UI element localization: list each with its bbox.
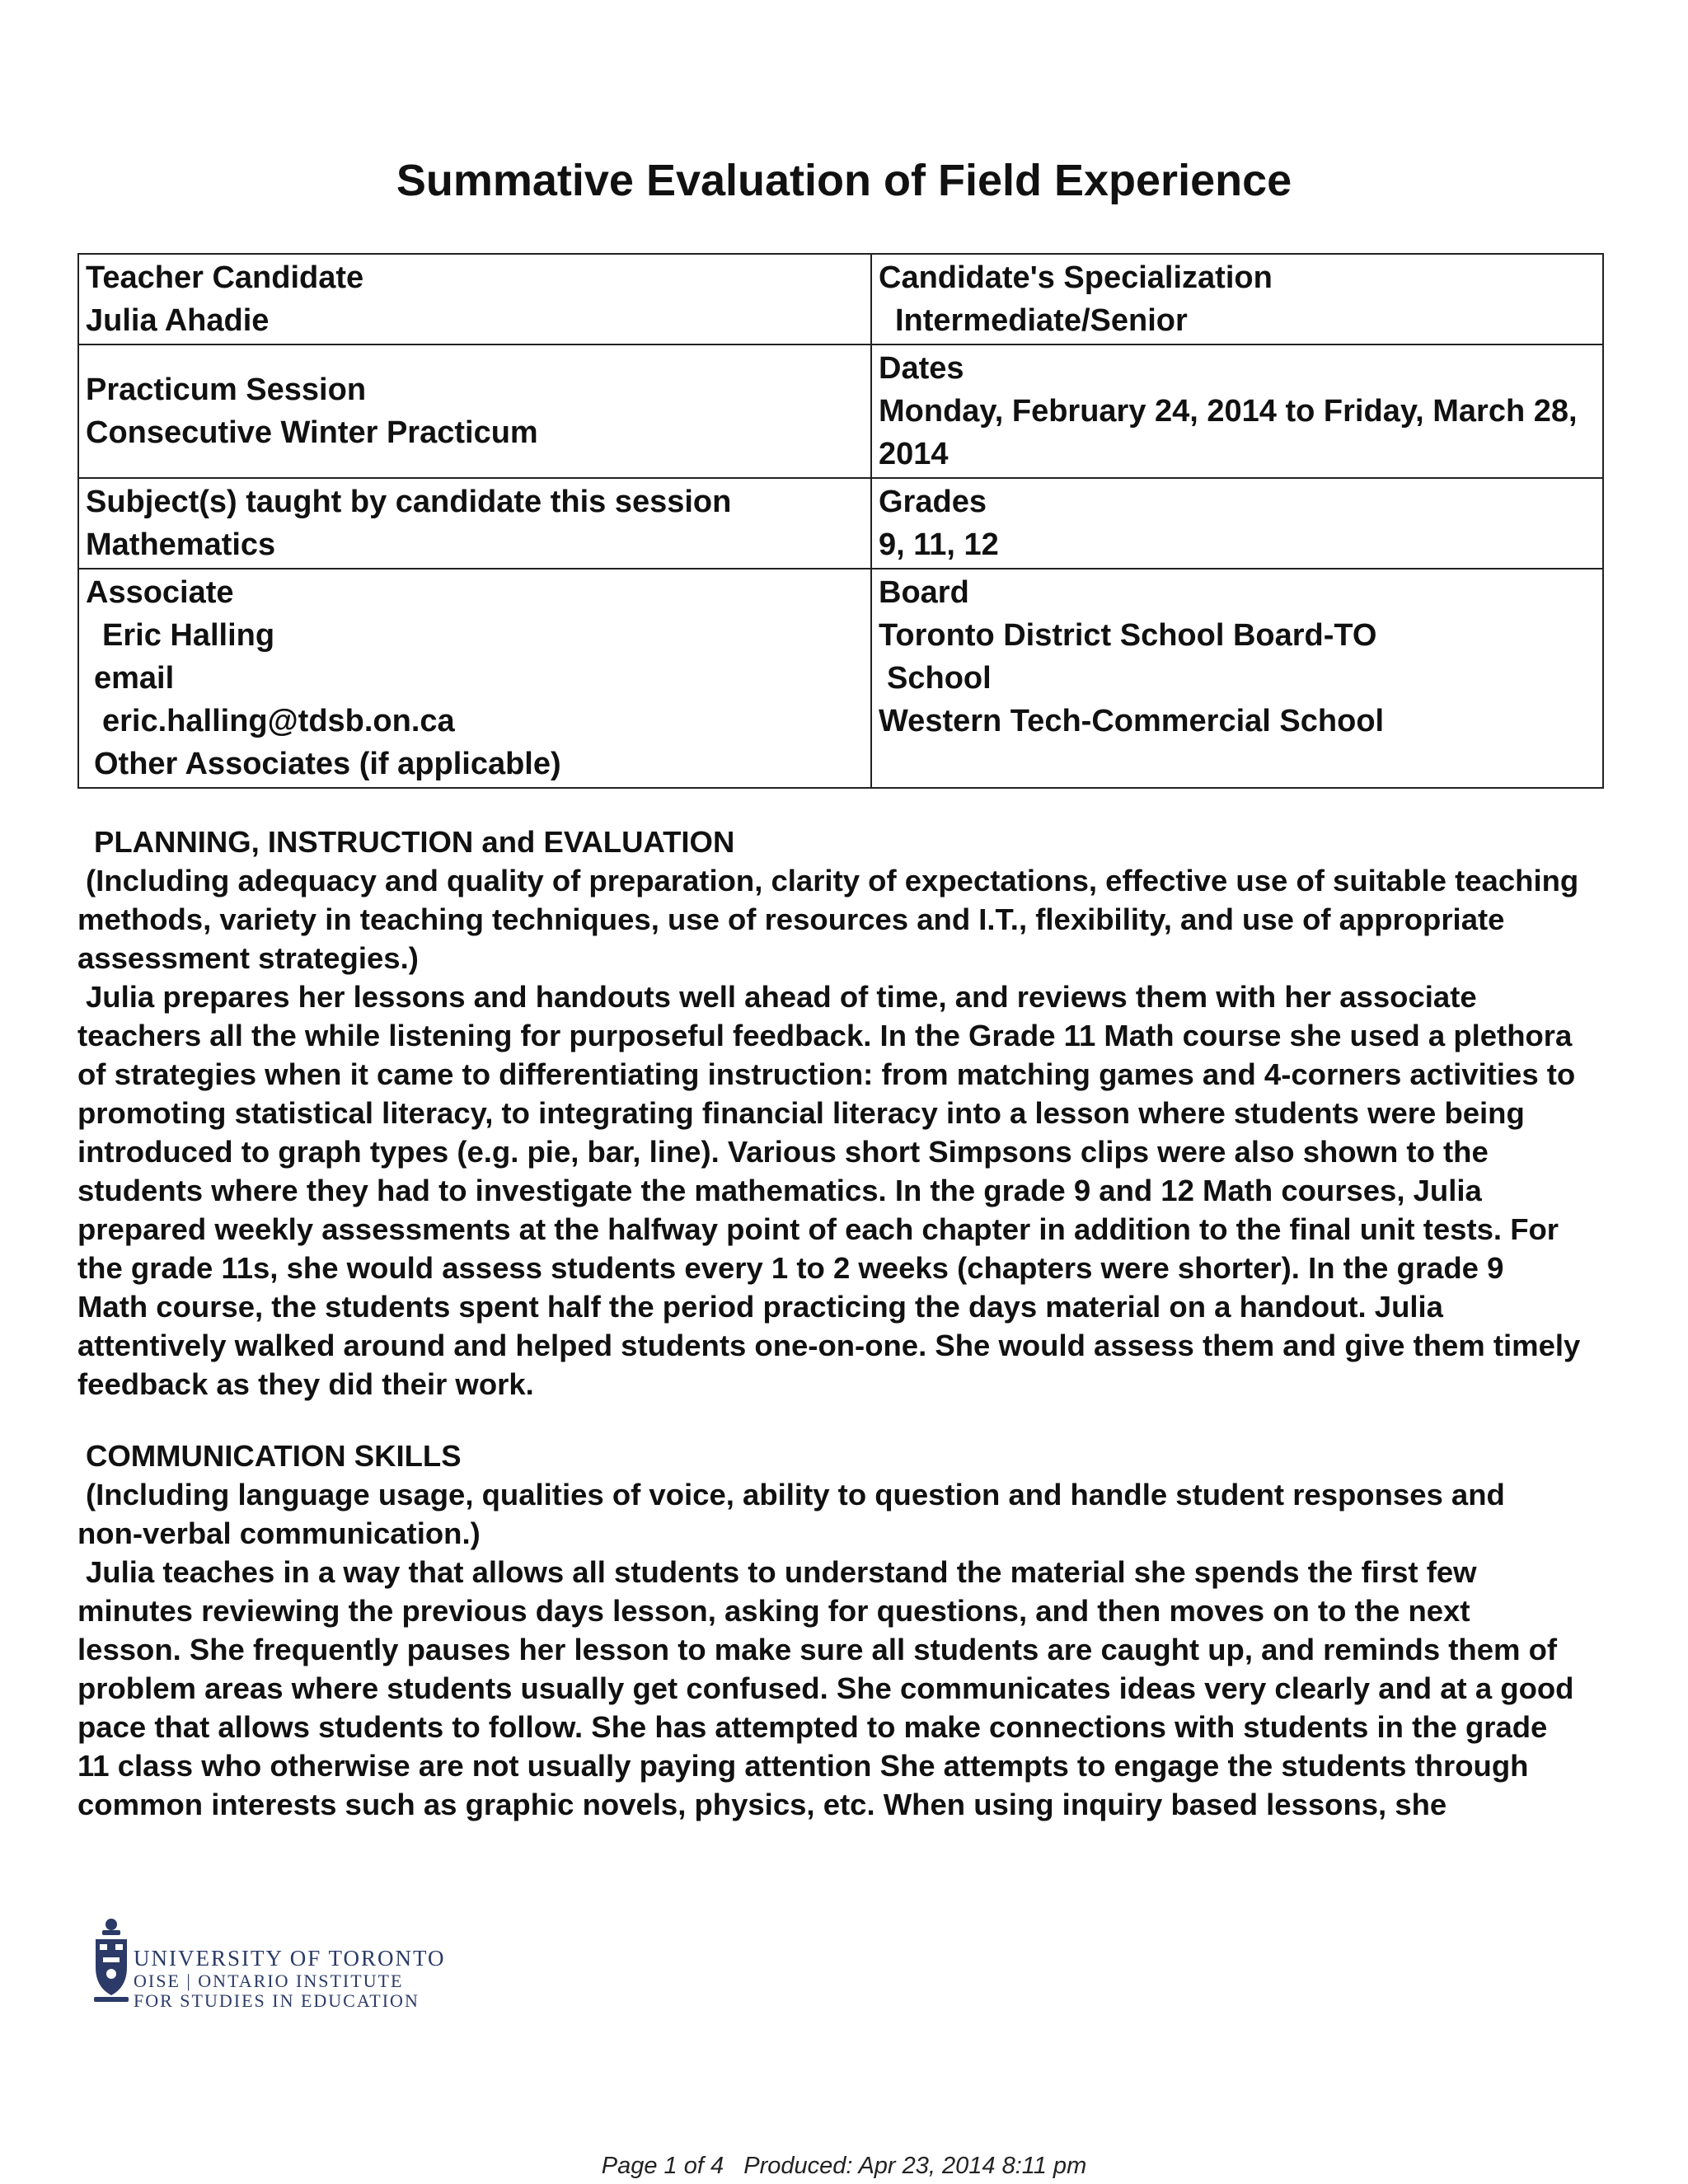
- board-value: Toronto District School Board-TO: [879, 618, 1377, 653]
- section-title: COMMUNICATION SKILLS: [86, 1439, 462, 1473]
- specialization-label: Candidate's Specialization: [879, 260, 1273, 295]
- teacher-candidate-value: Julia Ahadie: [86, 303, 270, 338]
- teacher-candidate-label: Teacher Candidate: [86, 260, 364, 295]
- grades-cell: [871, 478, 1603, 569]
- planning-section: [77, 823, 1611, 1404]
- other-associates-label: Other Associates (if applicable): [94, 747, 561, 781]
- logo-university-name: UNIVERSITY OF TORONTO: [134, 1946, 446, 1971]
- grades-label: Grades: [879, 485, 987, 519]
- dates-cell: [871, 344, 1603, 478]
- section-description: (Including language usage, qualities of voice, ability to question and handle student responses and non-verbal communication.): [77, 1478, 1505, 1550]
- page-footer: [0, 2153, 1688, 2180]
- dates-value-line2: 2014: [879, 437, 949, 471]
- table-row: [78, 344, 1603, 478]
- board-label: Board: [879, 575, 969, 610]
- produced-timestamp: Produced: Apr 23, 2014 8:11 pm: [743, 2153, 1087, 2179]
- evaluation-sections: [77, 823, 1611, 1857]
- associate-label: Associate: [86, 575, 234, 610]
- specialization-cell: [871, 254, 1603, 344]
- logo-institute-line: OISE | ONTARIO INSTITUTE: [134, 1971, 404, 1991]
- table-row: [78, 569, 1603, 788]
- associate-cell: [78, 569, 871, 788]
- section-body: Julia teaches in a way that allows all students to understand the material she spends the first few minutes reviewing the previous days lesson, asking for questions, and then moves on to the next lesson. She frequently pauses her lesson to make sure all students are caught up, and reminds them of problem areas where students usually get confused. She communicates ideas very clearly and at a good pace that allows students to follow. She has attempted to make connections with students in the grade 11 class who otherwise are not usually paying attention She attempts to engage the students through common interests such as graphic novels, physics, etc. When using inquiry based lessons, she: [77, 1555, 1574, 1821]
- practicum-cell: [78, 344, 871, 478]
- section-description: (Including adequacy and quality of preparation, clarity of expectations, effective use of suitable teaching methods, variety in teaching techniques, use of resources and I.T., flexibility, and use of appropriate assessment strategies.): [77, 864, 1579, 975]
- school-label: School: [887, 661, 992, 696]
- section-body: Julia prepares her lessons and handouts well ahead of time, and reviews them with her associate teachers all the while listening for purposeful feedback. In the Grade 11 Math course she used a plethora of strategies when it came to differentiating instruction: from matching games and 4-corners activities to promoting statistical literacy, to integrating financial literacy into a lesson where students were being introduced to graph types (e.g. pie, bar, line). Various short Simpsons clips were also shown to the students where they had to investigate the mathematics. In the grade 9 and 12 Math courses, Julia prepared weekly assessments at the halfway point of each chapter in addition to the final unit tests. For the grade 11s, she would assess students every 1 to 2 weeks (chapters were shorter). In the grade 9 Math course, the students spent half the period practicing the days material on a handout. Julia attentively walked around and helped students one-on-one. She would assess them and give them timely feedback as they did their work.: [77, 980, 1581, 1401]
- school-value: Western Tech-Commercial School: [879, 704, 1385, 738]
- logo-institute-line-2: FOR STUDIES IN EDUCATION: [134, 1990, 420, 2011]
- associate-value: Eric Halling: [102, 618, 275, 653]
- subjects-cell: [78, 478, 871, 569]
- table-row: [78, 478, 1603, 569]
- subjects-value: Mathematics: [86, 527, 276, 562]
- communication-section: [77, 1436, 1611, 1824]
- page-number: Page 1 of 4: [601, 2153, 724, 2179]
- email-value: eric.halling@tdsb.on.ca: [102, 704, 455, 738]
- table-row: [78, 254, 1603, 344]
- section-title: PLANNING, INSTRUCTION and EVALUATION: [94, 825, 735, 859]
- dates-value-line1: Monday, February 24, 2014 to Friday, March 28,: [879, 394, 1578, 429]
- page-title: Summative Evaluation of Field Experience: [396, 156, 1292, 205]
- dates-label: Dates: [879, 351, 964, 386]
- grades-value: 9, 11, 12: [879, 527, 999, 562]
- practicum-label: Practicum Session: [86, 373, 367, 407]
- email-label: email: [94, 661, 175, 696]
- subjects-label: Subject(s) taught by candidate this session: [86, 485, 732, 519]
- university-logo: [92, 1916, 471, 2015]
- crest-icon: [92, 1916, 130, 2015]
- specialization-value: Intermediate/Senior: [895, 303, 1188, 338]
- teacher-candidate-cell: [78, 254, 871, 344]
- candidate-info-table: [77, 253, 1604, 789]
- board-school-cell: [871, 569, 1603, 788]
- practicum-value: Consecutive Winter Practicum: [86, 415, 538, 450]
